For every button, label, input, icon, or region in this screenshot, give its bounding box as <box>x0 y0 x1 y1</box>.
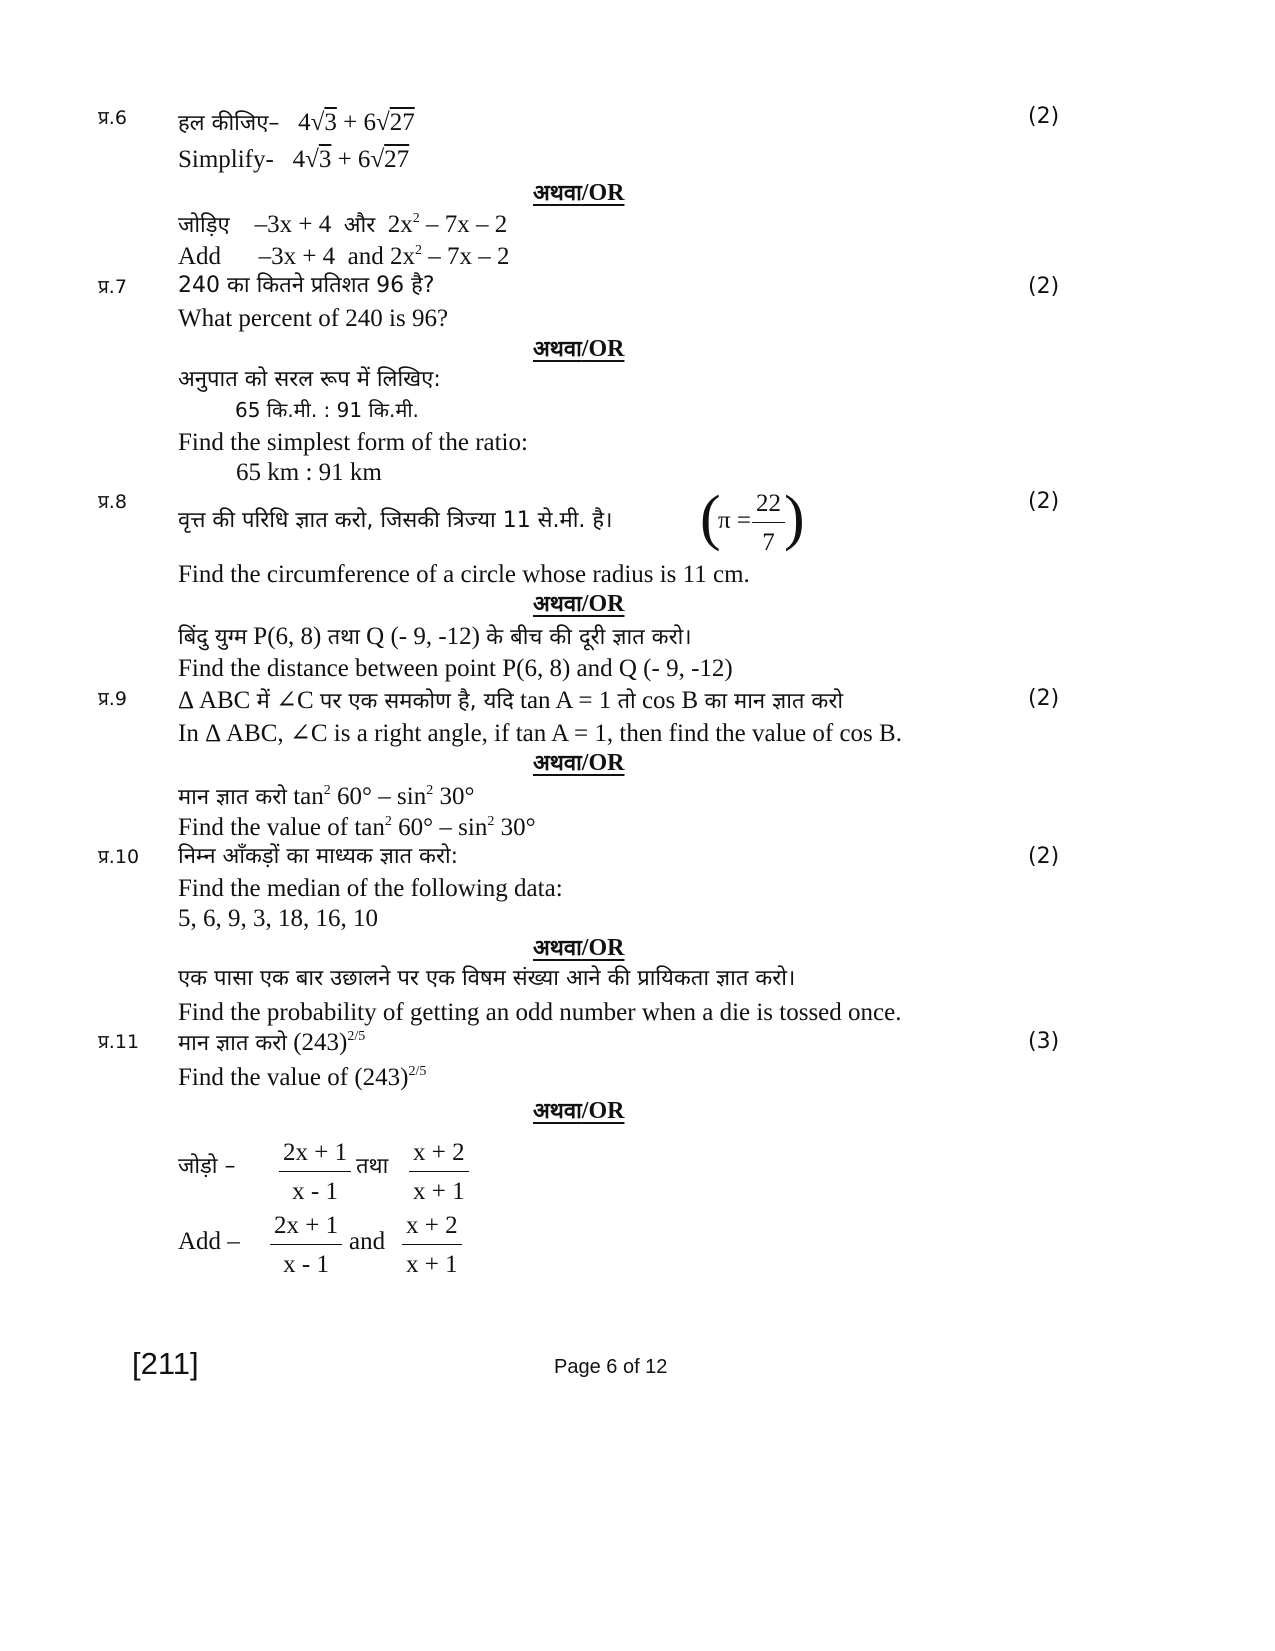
fraction-numerator: x + 2 <box>402 1213 462 1245</box>
fraction-numerator: 2x + 1 <box>279 1140 351 1172</box>
alt-question-hindi: मान ज्ञात करो $\tan^2 60^\circ - \sin^2 30^\circ$ <box>178 783 475 810</box>
alt-question-english: Find the probability of getting an odd number when a die is tossed once. <box>178 999 902 1026</box>
alt-question-english: Find the simplest form of the ratio: <box>178 429 528 456</box>
alt-question-hindi: एक पासा एक बार उछालने पर एक विषम संख्या आने की प्रायिकता ज्ञात करो। <box>178 966 796 991</box>
question-marks: (2) <box>1028 274 1060 299</box>
question-text-hindi: 240 का कितने प्रतिशत 96 है? <box>178 273 435 298</box>
question-number: प्र.7 <box>98 276 127 298</box>
question-text-english: Find the circumference of a circle whose radius is 11 cm. <box>178 561 750 588</box>
question-number: प्र.10 <box>98 846 140 868</box>
question-text-english: Find the median of the following data: <box>178 875 563 902</box>
question-number: प्र.9 <box>98 688 127 710</box>
left-paren: ( <box>700 484 721 552</box>
fraction-denominator: x - 1 <box>283 1251 329 1278</box>
question-text-hindi: निम्न आँकड़ों का माध्यक ज्ञात करो: <box>178 844 459 869</box>
radicand: 3 <box>324 109 337 136</box>
fraction-second <box>402 1213 462 1277</box>
expr-term: + 6 <box>331 146 371 173</box>
alt-question-english: Find the distance between point P(6, 8) and Q (- 9, -12) <box>178 655 733 682</box>
data-values: 5, 6, 9, 3, 18, 16, 10 <box>178 905 378 932</box>
radicand: 27 <box>384 146 410 173</box>
alt-question-hindi-label: जोड़ो – <box>178 1154 236 1179</box>
page-number: Page 6 of 12 <box>554 1356 668 1378</box>
fraction-first <box>279 1140 351 1204</box>
alt-question-english: Find the value of $\tan^2 60^\circ - \sin^2 30^\circ$ <box>178 814 536 841</box>
radicand: 3 <box>318 146 332 173</box>
pi-fraction <box>752 491 785 555</box>
ratio-hindi: 65 कि.मी. : 91 कि.मी. <box>235 398 419 422</box>
alt-question-english-label: Add – <box>178 1228 240 1255</box>
question-marks: (2) <box>1028 686 1060 711</box>
question-text-hindi: वृत्त की परिधि ज्ञात करो, जिसकी त्रिज्या 11 से.मी. है। <box>178 508 613 533</box>
fraction-denominator: x - 1 <box>292 1178 338 1205</box>
question-number: प्र.11 <box>98 1031 140 1053</box>
expr-term: 4 <box>292 146 306 173</box>
expr-term: + 6 <box>336 109 376 136</box>
alt-question-hindi: जोड़िए –3x + 4 और $2x^2 - 7x - 2$ <box>178 211 508 238</box>
fraction-denominator: 7 <box>762 529 775 556</box>
question-text-hindi: हल कीजिए– 4√3 + 6√27 <box>178 109 415 136</box>
question-text-english: In Δ ABC, ∠C is a right angle, if tan A = 1, then find the value of cos B. <box>178 720 902 747</box>
question-marks: (3) <box>1028 1029 1060 1054</box>
fraction-denominator: x + 1 <box>406 1251 458 1278</box>
fraction-denominator: x + 1 <box>413 1178 465 1205</box>
question-text-hindi: मान ज्ञात करो $(243)^{2/5}$ <box>178 1029 366 1056</box>
fraction-first <box>270 1213 342 1277</box>
join-word: and <box>349 1228 386 1255</box>
prompt-label: Simplify- <box>178 146 274 173</box>
fraction-numerator: x + 2 <box>409 1140 469 1172</box>
question-text-english: Simplify- 4√3 + 6√27 <box>178 146 410 173</box>
question-number: प्र.8 <box>98 491 127 513</box>
fraction-second <box>409 1140 469 1204</box>
question-text-english: What percent of 240 is 96? <box>178 305 449 332</box>
or-separator: अथवा/OR <box>533 180 625 206</box>
alt-question-hindi: अनुपात को सरल रूप में लिखिए: <box>178 367 441 392</box>
radicand: 27 <box>389 109 415 136</box>
join-word: तथा <box>356 1154 389 1179</box>
fraction-numerator: 22 <box>752 491 785 523</box>
or-separator: अथवा/OR <box>533 1098 625 1124</box>
alt-question-hindi: बिंदु युग्म P(6, 8) तथा Q (- 9, -12) के बीच की दूरी ज्ञात करो। <box>178 623 692 650</box>
pi-lhs: π = <box>718 507 751 534</box>
right-paren: ) <box>784 484 805 552</box>
question-number: प्र.6 <box>98 107 127 129</box>
question-marks: (2) <box>1028 104 1060 129</box>
alt-question-english: Add –3x + 4 and $2x^2 - 7x - 2$ <box>178 243 510 270</box>
question-text-english: Find the value of $(243)^{2/5}$ <box>178 1064 427 1091</box>
ratio-english: 65 km : 91 km <box>236 459 382 486</box>
or-separator: अथवा/OR <box>533 336 625 362</box>
prompt-label: हल कीजिए– <box>178 111 280 136</box>
or-separator: अथवा/OR <box>533 750 625 776</box>
or-separator: अथवा/OR <box>533 935 625 961</box>
paper-code: [211] <box>132 1346 199 1381</box>
or-separator: अथवा/OR <box>533 591 625 617</box>
question-text-hindi: Δ ABC में ∠C पर एक समकोण है, यदि tan A = 1 तो cos B का मान ज्ञात करो <box>178 687 844 714</box>
fraction-numerator: 2x + 1 <box>270 1213 342 1245</box>
expr-term: 4 <box>298 109 311 136</box>
question-marks: (2) <box>1028 489 1060 514</box>
question-marks: (2) <box>1028 844 1060 869</box>
